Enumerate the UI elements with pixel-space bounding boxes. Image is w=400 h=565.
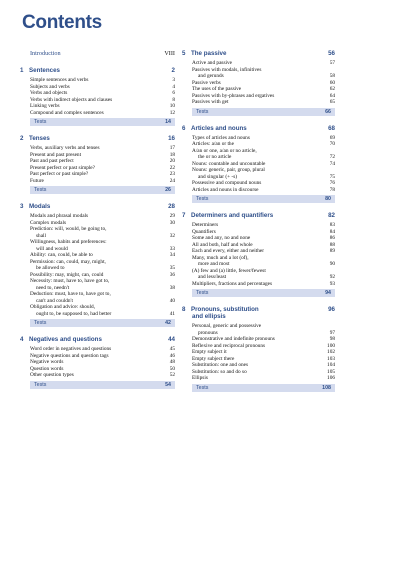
- entry-page: 3: [172, 77, 175, 83]
- contents-entry[interactable]: [30, 110, 175, 117]
- unit-heading-text: [20, 203, 51, 210]
- contents-entry[interactable]: [192, 148, 335, 161]
- entry-title-line2: more and most: [198, 261, 230, 267]
- entry-page: 103: [327, 355, 335, 362]
- unit-heading-text: [20, 135, 51, 142]
- entry-title: Passive verbs: [192, 79, 221, 86]
- entry-page: 52: [169, 372, 175, 378]
- entry-text: [192, 375, 212, 382]
- entry-text: [30, 259, 110, 272]
- entry-page: 41: [169, 310, 175, 317]
- unit-heading[interactable]: [20, 67, 175, 74]
- entry-page: 8: [172, 96, 175, 103]
- entry-page: 65: [329, 99, 335, 105]
- entry-text: [30, 304, 115, 317]
- entry-title: Personal, generic and possessive: [192, 323, 262, 329]
- entry-page: 69: [329, 134, 335, 141]
- entry-page: 90: [329, 261, 335, 267]
- tests-page: 14: [165, 119, 171, 125]
- contents-entry[interactable]: [30, 259, 175, 272]
- entry-title: Ellipsis: [192, 375, 208, 381]
- unit-section: [182, 124, 335, 204]
- entry-title: Substitution: so and do so: [192, 368, 247, 375]
- unit-heading-text: [182, 50, 227, 57]
- unit-page: 16: [168, 135, 175, 142]
- entry-page: 105: [327, 368, 335, 375]
- entry-page: 38: [169, 284, 175, 291]
- entry-title: Some and any, no and none: [192, 235, 251, 241]
- entry-title: Modals and phrasal modals: [30, 213, 89, 219]
- entry-page: 60: [329, 79, 335, 86]
- entry-title: Present and past present: [30, 151, 82, 158]
- entry-title: Present perfect or past simple?: [30, 164, 96, 171]
- tests-entry[interactable]: [192, 384, 335, 392]
- tests-label: Tests: [34, 320, 47, 326]
- entry-title: Empty subject there: [192, 355, 235, 362]
- contents-entry[interactable]: [192, 187, 335, 194]
- entry-page: 45: [169, 346, 175, 352]
- entry-title-line2: shall: [36, 232, 47, 239]
- introduction-page: VIII: [164, 50, 175, 57]
- entry-page: 35: [169, 265, 175, 271]
- unit-page: 82: [328, 212, 335, 219]
- contents-column-left: [20, 50, 175, 398]
- entry-page: 62: [329, 86, 335, 92]
- entry-title-line2: and singular (+ -s): [198, 173, 238, 180]
- tests-page: 80: [325, 196, 331, 202]
- entry-page: 50: [169, 365, 175, 372]
- entry-title-line2: pronouns: [198, 329, 218, 336]
- entry-page: 75: [329, 173, 335, 180]
- entry-title: Possessive and compound nouns: [192, 180, 262, 186]
- entry-page: 48: [169, 359, 175, 365]
- contents-entry[interactable]: [192, 375, 335, 382]
- entry-title: Obligation and advice: should,: [30, 304, 96, 310]
- unit-section: [20, 203, 175, 327]
- entry-page: 4: [172, 83, 175, 90]
- unit-title: Modals: [29, 203, 51, 210]
- entry-page: 32: [169, 232, 175, 239]
- entry-title: Substitution: one and ones: [192, 362, 249, 368]
- tests-page: 42: [165, 320, 171, 326]
- entry-title: Multipliers, fractions and percentages: [192, 280, 273, 287]
- entry-text: [30, 239, 111, 252]
- unit-title: Pronouns, substitution: [191, 306, 259, 313]
- entry-title: All and both, half and whole: [192, 241, 253, 248]
- tests-label: Tests: [196, 290, 209, 296]
- unit-title: Sentences: [29, 67, 60, 74]
- entry-title: Verbs, auxiliary verbs and tenses: [30, 145, 100, 151]
- entry-title: Word order in negatives and questions: [30, 346, 112, 352]
- unit-title: Articles and nouns: [191, 124, 247, 132]
- unit-number: 6: [182, 124, 186, 132]
- entry-title: Possibility: may, might, can, could: [30, 271, 104, 278]
- entry-title: Linking verbs: [30, 103, 60, 109]
- unit-heading[interactable]: [182, 306, 335, 320]
- entry-text: [30, 291, 115, 304]
- entry-page: 84: [329, 228, 335, 235]
- entry-page: 10: [169, 103, 175, 109]
- entry-title-line2: need to, needn't: [36, 284, 70, 291]
- unit-number: 2: [20, 135, 24, 142]
- unit-page: 44: [168, 336, 175, 343]
- unit-heading-text: [182, 306, 259, 320]
- contents-entry[interactable]: [30, 278, 175, 291]
- unit-title: Negatives and questions: [29, 336, 102, 343]
- entry-title-line2: be allowed to: [36, 265, 65, 271]
- entry-title-line2: and gerunds: [198, 73, 224, 79]
- entry-page: 23: [169, 171, 175, 177]
- entry-title: Other question types: [30, 372, 74, 378]
- entry-page: 18: [169, 151, 175, 158]
- unit-number: 7: [182, 212, 186, 219]
- contents-column-right: [182, 50, 335, 401]
- tests-page: 66: [325, 108, 331, 115]
- entry-title: Subjects and verbs: [30, 83, 70, 90]
- unit-page: 28: [168, 203, 175, 210]
- entry-title: Empty subject it: [192, 349, 227, 355]
- entry-title: Nouns: generic, pair, group, plural: [192, 167, 265, 173]
- entry-title: Prediction: will, would, be going to,: [30, 226, 107, 232]
- contents-entry[interactable]: [192, 281, 335, 288]
- entry-title: Articles and nouns in discourse: [192, 186, 259, 193]
- entry-page: 78: [329, 186, 335, 193]
- entry-title: Determiners: [192, 222, 219, 228]
- unit-number: 8: [182, 306, 186, 313]
- entry-page: 24: [169, 177, 175, 184]
- unit-section: [182, 50, 335, 116]
- contents-entry[interactable]: [192, 167, 335, 180]
- entry-title-line2: the or no article: [198, 154, 232, 160]
- tests-entry[interactable]: [30, 319, 175, 327]
- entry-page: 22: [169, 164, 175, 171]
- entry-title: Many, much and a lot (of),: [192, 254, 249, 261]
- unit-page: 56: [328, 50, 335, 57]
- unit-section: [182, 212, 335, 297]
- unit-heading[interactable]: [182, 124, 335, 132]
- unit-title: The passive: [191, 50, 227, 57]
- unit-number: 5: [182, 50, 186, 57]
- entry-title: Types of articles and nouns: [192, 134, 250, 141]
- entry-text: [192, 167, 269, 180]
- entry-page: 93: [329, 280, 335, 287]
- entry-page: 20: [169, 158, 175, 164]
- unit-heading-text: [20, 336, 102, 343]
- tests-label: Tests: [34, 187, 47, 193]
- entry-title: Compound and complex sentences: [30, 109, 104, 116]
- entry-title: Negative questions and question tags: [30, 352, 109, 359]
- entry-page: 74: [329, 160, 335, 167]
- entry-text: [30, 110, 108, 117]
- entry-title-line2: ought to, be supposed to, had better: [36, 310, 112, 317]
- unit-page: 96: [328, 306, 335, 313]
- entry-text: [30, 278, 113, 291]
- unit-title-line2: and ellipsis: [192, 313, 226, 320]
- tests-entry[interactable]: [192, 289, 335, 297]
- entry-page: 102: [327, 349, 335, 355]
- tests-page: 54: [165, 381, 171, 388]
- entry-page: 58: [329, 73, 335, 79]
- entry-title: Permission: can, could, may, might,: [30, 258, 106, 265]
- entry-text: [192, 67, 265, 80]
- entry-text: [192, 268, 270, 281]
- entry-text: [192, 99, 233, 106]
- entry-page: 83: [329, 222, 335, 228]
- contents-entry[interactable]: [192, 99, 335, 106]
- unit-heading[interactable]: [20, 135, 175, 142]
- entry-title: Ability: can, could, be able to: [30, 252, 93, 258]
- entry-title: Verbs with indirect objects and clauses: [30, 96, 113, 103]
- tests-label: Tests: [34, 119, 47, 125]
- entry-title: Past and past perfect: [30, 158, 74, 164]
- entry-page: 72: [329, 154, 335, 160]
- tests-page: 94: [325, 290, 331, 296]
- entry-page: 100: [327, 342, 335, 349]
- entry-page: 97: [329, 329, 335, 336]
- entry-page: 64: [329, 92, 335, 99]
- entry-title: The uses of the passive: [192, 86, 242, 92]
- entry-title: Complex modals: [30, 219, 67, 226]
- tests-label: Tests: [34, 381, 47, 388]
- entry-title: Necessity: must, have to, have got to,: [30, 278, 110, 284]
- entry-title: Question words: [30, 365, 64, 372]
- entry-title: A/an or one, a/an or no article,: [192, 147, 257, 154]
- contents-entry[interactable]: [192, 67, 335, 80]
- introduction-entry[interactable]: [30, 50, 175, 57]
- page-title: Contents: [22, 12, 102, 33]
- contents-entry[interactable]: [30, 372, 175, 379]
- entry-page: 57: [329, 60, 335, 66]
- tests-page: 108: [322, 384, 331, 391]
- entry-page: 98: [329, 336, 335, 342]
- entry-page: 40: [169, 297, 175, 304]
- tests-label: Tests: [196, 196, 209, 202]
- entry-title: Active and passive: [192, 60, 233, 66]
- tests-entry[interactable]: [30, 118, 175, 126]
- entry-text: [192, 255, 253, 268]
- entry-page: 36: [169, 271, 175, 278]
- entry-page: 92: [329, 274, 335, 280]
- entry-title: Demonstrative and indefinite pronouns: [192, 336, 275, 342]
- entry-page: 46: [169, 352, 175, 359]
- entry-title: Reflexive and reciprocal pronouns: [192, 342, 266, 349]
- entry-title: Passives with by-phrases and ergatives: [192, 92, 275, 99]
- contents-entry[interactable]: [30, 239, 175, 252]
- entry-page: 86: [329, 235, 335, 241]
- entry-title: Negative words: [30, 359, 64, 365]
- entry-title: (A) few and (a) little, fewer/fewest: [192, 267, 266, 274]
- tests-page: 26: [165, 187, 171, 193]
- entry-text: [192, 187, 263, 194]
- entry-text: [30, 372, 78, 379]
- entry-text: [192, 281, 276, 288]
- unit-section: [182, 306, 335, 392]
- entry-title: Quantifiers: [192, 228, 216, 235]
- tests-label: Tests: [196, 108, 209, 115]
- contents-entry[interactable]: [192, 268, 335, 281]
- entry-page: 34: [169, 252, 175, 258]
- tests-entry[interactable]: [192, 108, 335, 116]
- unit-heading-text: [182, 212, 274, 219]
- entry-text: [30, 226, 111, 239]
- entry-title: Passives with modals, infinitives: [192, 66, 262, 73]
- entry-page: 29: [169, 213, 175, 219]
- entry-title: Willingness, habits and preferences:: [30, 239, 107, 245]
- entry-page: 106: [327, 375, 335, 381]
- unit-heading[interactable]: [20, 336, 175, 343]
- unit-heading[interactable]: [182, 50, 335, 57]
- unit-heading-text: [182, 124, 247, 132]
- entry-page: 12: [169, 109, 175, 116]
- entry-title-line2: and less/least: [198, 274, 227, 280]
- entry-page: 6: [172, 90, 175, 96]
- entry-page: 76: [329, 180, 335, 186]
- entry-title: Deduction: must, have to, have got to,: [30, 291, 111, 297]
- entry-page: 70: [329, 141, 335, 147]
- unit-title: Determiners and quantifiers: [191, 212, 274, 219]
- entry-text: [192, 148, 261, 161]
- entry-page: 30: [169, 219, 175, 226]
- contents-entry[interactable]: [192, 323, 335, 336]
- entry-page: 17: [169, 145, 175, 151]
- tests-label: Tests: [196, 384, 209, 391]
- tests-entry[interactable]: [30, 186, 175, 194]
- entry-text: [192, 323, 265, 336]
- entry-page: 33: [169, 245, 175, 252]
- unit-heading[interactable]: [20, 203, 175, 210]
- entry-title: Passives with get: [192, 99, 229, 105]
- entry-title: Each and every, either and neither: [192, 248, 265, 254]
- entry-title: Future: [30, 177, 44, 184]
- contents-entry[interactable]: [192, 255, 335, 268]
- entry-text: [30, 178, 48, 185]
- contents-entry[interactable]: [30, 291, 175, 304]
- unit-title: Tenses: [29, 135, 50, 142]
- introduction-label: Introduction: [30, 50, 61, 57]
- unit-number: 4: [20, 336, 24, 343]
- entry-title: Articles: a/an or the: [192, 141, 234, 147]
- entry-page: 104: [327, 362, 335, 368]
- unit-section: [20, 135, 175, 194]
- contents-entry[interactable]: [30, 304, 175, 317]
- unit-section: [20, 336, 175, 389]
- unit-number: 1: [20, 67, 24, 74]
- contents-entry[interactable]: [30, 178, 175, 185]
- entry-title: Verbs and objects: [30, 90, 68, 96]
- entry-title: Past perfect or past simple?: [30, 171, 89, 177]
- entry-title: Nouns: countable and uncountable: [192, 160, 266, 167]
- unit-heading-text: [20, 67, 61, 74]
- unit-page: 2: [171, 67, 175, 74]
- tests-entry[interactable]: [30, 381, 175, 389]
- entry-title-line2: can't and couldn't: [36, 297, 73, 304]
- unit-section: [20, 67, 175, 126]
- tests-entry[interactable]: [192, 195, 335, 203]
- unit-number: 3: [20, 203, 24, 210]
- entry-page: 89: [329, 248, 335, 254]
- entry-title: Simple sentences and verbs: [30, 77, 89, 83]
- contents-entry[interactable]: [30, 226, 175, 239]
- unit-page: 68: [328, 124, 335, 132]
- entry-title-line2: will and would: [36, 245, 68, 252]
- entry-page: 88: [329, 241, 335, 248]
- unit-heading[interactable]: [182, 212, 335, 219]
